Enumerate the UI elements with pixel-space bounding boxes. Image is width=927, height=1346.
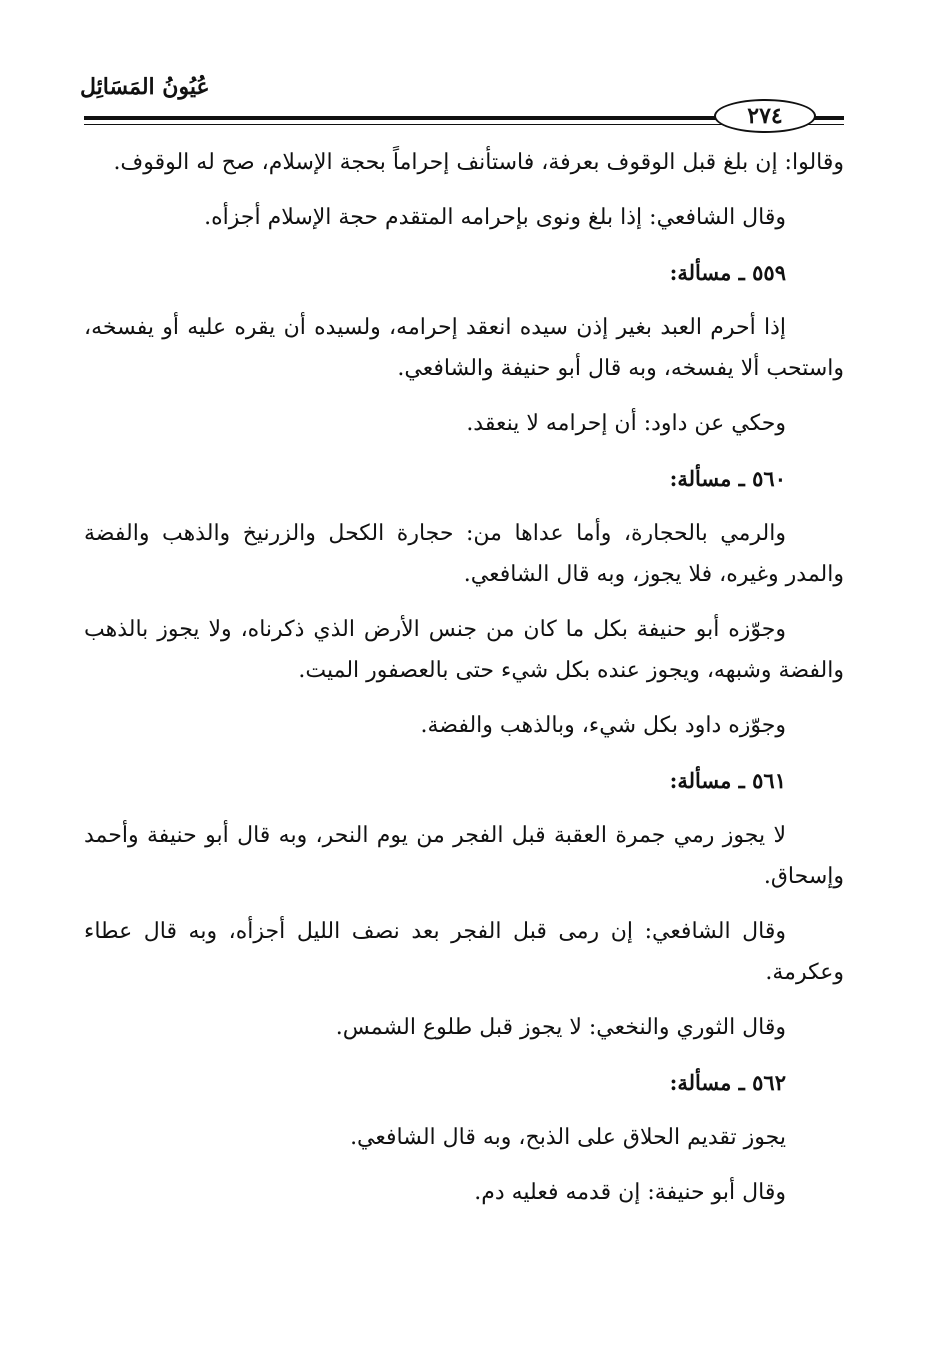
- paragraph: لا يجوز رمي جمرة العقبة قبل الفجر من يوم النحر، وبه قال أبو حنيفة وأحمد وإسحاق.: [84, 823, 844, 889]
- issue-heading: ٥٦١ ـ مسألة:: [669, 768, 786, 793]
- running-header-title: عُيُونُ المَسَائِل: [80, 74, 210, 100]
- paragraph: وقال الشافعي: إذا بلغ ونوى بإحرامه المتقدم حجة الإسلام أجزأه.: [204, 205, 786, 230]
- page-number-badge: ٢٧٤: [714, 99, 816, 133]
- paragraph: وجوّزه داود بكل شيء، وبالذهب والفضة.: [420, 713, 786, 738]
- paragraph: وقال الثوري والنخعي: لا يجوز قبل طلوع الشمس.: [335, 1015, 786, 1040]
- paragraph: وقالوا: إن بلغ قبل الوقوف بعرفة، فاستأنف إحراماً بحجة الإسلام، صح له الوقوف.: [113, 150, 844, 175]
- issue-heading: ٥٦٢ ـ مسألة:: [669, 1070, 786, 1095]
- paragraph: وقال أبو حنيفة: إن قدمه فعليه دم.: [474, 1180, 786, 1205]
- paragraph: إذا أحرم العبد بغير إذن سيده انعقد إحرامه، ولسيده أن يقره عليه أو يفسخه، واستحب ألا يفسخه، وبه قال أبو حنيفة والشافعي.: [84, 315, 844, 381]
- issue-heading: ٥٥٩ ـ مسألة:: [669, 260, 786, 285]
- page-body: [84, 142, 844, 1227]
- paragraph: وجوّزه أبو حنيفة بكل ما كان من جنس الأرض الذي ذكرناه، ولا يجوز بالذهب والفضة وشبهه، ويجوز عنده بكل شيء حتى بالعصفور الميت.: [84, 617, 844, 683]
- paragraph: يجوز تقديم الحلاق على الذبح، وبه قال الشافعي.: [350, 1125, 786, 1150]
- issue-heading: ٥٦٠ ـ مسألة:: [669, 466, 786, 491]
- paragraph: والرمي بالحجارة، وأما عداها من: حجارة الكحل والزرنيخ والذهب والفضة والمدر وغيره، فلا يجوز، وبه قال الشافعي.: [84, 521, 844, 587]
- paragraph: وقال الشافعي: إن رمى قبل الفجر بعد نصف الليل أجزأه، وبه قال عطاء وعكرمة.: [84, 919, 844, 985]
- paragraph: وحكي عن داود: أن إحرامه لا ينعقد.: [466, 411, 786, 436]
